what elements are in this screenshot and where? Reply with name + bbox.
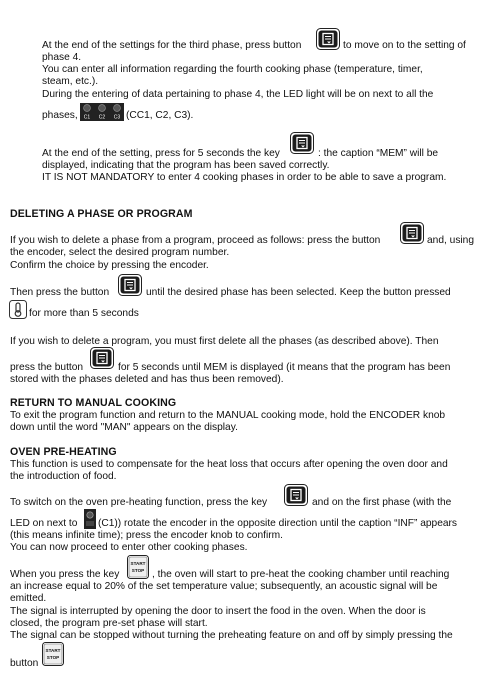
text-line: the encoder, select the desired program number. — [10, 247, 230, 258]
svg-text:STOP: STOP — [131, 568, 145, 573]
svg-text:STOP: STOP — [46, 655, 60, 660]
text-line: displayed, indicating that the program has been saved correctly. — [42, 160, 330, 171]
svg-text:C1: C1 — [83, 114, 91, 121]
svg-text:C2: C2 — [98, 114, 106, 121]
text-line: the introduction of food. — [10, 471, 117, 482]
text-line: to move on to the setting of — [343, 40, 466, 51]
program-key-icon — [290, 132, 314, 154]
text-line: (CC1, C2, C3). — [126, 110, 194, 121]
text-line: The signal can be stopped without turning the preheating feature on and off by simply pressing the — [10, 630, 453, 641]
text-line: phases, — [42, 110, 78, 121]
text-line: The signal is interrupted by opening the door to insert the food in the oven. When the door is — [10, 606, 426, 617]
text-line: stored with the phases deleted and has thus been removed). — [10, 374, 284, 385]
text-line: an increase equal to 20% of the set temperature value; subsequently, an acoustic signal will be — [10, 581, 438, 592]
text-line: : the caption “MEM” will be — [318, 148, 439, 159]
text-line: and on the first phase (with the — [312, 497, 452, 508]
text-line: for 5 seconds until MEM is displayed (it means that the program has been — [118, 362, 451, 373]
text-line: You can now proceed to enter other cooking phases. — [10, 542, 248, 553]
text-line: (this means infinite time); press the encoder knob to confirm. — [10, 530, 283, 541]
start-stop-key-icon — [42, 642, 64, 666]
text-line: At the end of the settings for the third phase, press button — [42, 40, 302, 51]
text-line: and, using — [427, 235, 475, 246]
text-line: During the entering of data pertaining to phase 4, the LED light will be on next to all the — [42, 89, 434, 100]
phase-leds-icon — [80, 103, 124, 121]
text-line: button — [10, 658, 39, 669]
text-line: At the end of the setting, press for 5 seconds the key — [42, 148, 280, 159]
text-line: steam, etc.). — [42, 76, 99, 87]
section-heading: OVEN PRE-HEATING — [10, 446, 117, 458]
text-line: for more than 5 seconds — [29, 308, 139, 319]
program-key-icon — [400, 222, 424, 244]
text-line: LED on next to — [10, 518, 78, 529]
text-line: down until the word "MAN" appears on the display. — [10, 422, 238, 433]
svg-text:START: START — [45, 648, 61, 653]
svg-text:START: START — [130, 561, 146, 566]
section-heading: RETURN TO MANUAL COOKING — [10, 397, 177, 409]
text-line: , the oven will start to pre-heat the cooking chamber until reaching — [152, 569, 450, 580]
thermometer-icon — [9, 300, 27, 319]
section-heading: DELETING A PHASE OR PROGRAM — [10, 208, 193, 220]
text-line: If you wish to delete a program, you must first delete all the phases (as described above). Then — [10, 336, 439, 347]
text-line: closed, the program pre-set phase will start. — [10, 618, 208, 629]
text-line: You can enter all information regarding the fourth cooking phase (temperature, timer, — [42, 64, 423, 75]
text-line: To switch on the oven pre-heating function, press the key — [10, 497, 268, 508]
text-line: If you wish to delete a phase from a program, proceed as follows: press the button — [10, 235, 381, 246]
start-stop-key-icon — [127, 555, 149, 579]
text-line: Then press the button — [10, 287, 110, 298]
text-line: IT IS NOT MANDATORY to enter 4 cooking phases in order to be able to save a program. — [42, 172, 447, 183]
text-line: (C1)) rotate the encoder in the opposite direction until the caption “INF” appears — [98, 518, 458, 529]
program-key-icon — [316, 28, 340, 50]
text-line: press the button — [10, 362, 84, 373]
text-line: To exit the program function and return to the MANUAL cooking mode, hold the ENCODER knob — [10, 410, 446, 421]
text-line: phase 4. — [42, 52, 82, 63]
led-c1-icon — [84, 509, 96, 529]
program-key-icon — [90, 347, 114, 369]
text-line: Confirm the choice by pressing the encoder. — [10, 260, 209, 271]
program-key-icon — [118, 274, 142, 296]
text-line: until the desired phase has been selected. Keep the button pressed — [146, 287, 451, 298]
text-line: This function is used to compensate for the heat loss that occurs after opening the oven door and — [10, 459, 448, 470]
text-line: When you press the key — [10, 569, 120, 580]
text-line: emitted. — [10, 593, 47, 604]
program-key-icon — [284, 484, 308, 506]
svg-text:C3: C3 — [113, 114, 121, 121]
